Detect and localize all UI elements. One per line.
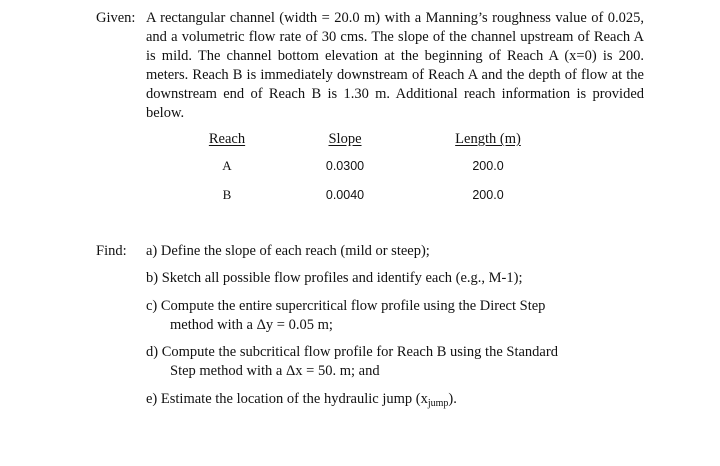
table-cell-reach: B: [222, 187, 232, 202]
given-paragraph: A rectangular channel (width = 20.0 m) with a Manning’s roughness value of 0.025, and a volumetric flow rate of 30 cms. The slope of the channel upstream of Reach A is mild. The channel bottom elevation at the beginning of Reach A (x=0) is 200. meters. Reach B is immediately downstream of Reach A and the depth of flow at the downstream end of Reach B is 1.30 m. Additional reach information is provided below.: [146, 10, 644, 121]
table-cell-length: 200.0: [472, 159, 504, 173]
table-cell-slope: 0.0300: [325, 159, 365, 173]
find-item-c-line1: c) Compute the entire supercritical flow profile using the Direct Step: [146, 298, 546, 314]
table-header-length: Length (m): [455, 131, 521, 147]
table-cell-length: 200.0: [472, 188, 504, 202]
find-item-e-text: e) Estimate the location of the hydraulic jump (x: [146, 391, 428, 407]
find-item-e: [146, 390, 666, 413]
find-item-d-line1: d) Compute the subcritical flow profile for Reach B using the Standard: [146, 344, 558, 360]
find-item-b: b) Sketch all possible flow profiles and identify each (e.g., M-1);: [146, 270, 523, 286]
find-item-d-line2: Step method with a Δx = 50. m; and: [170, 363, 380, 379]
table-cell-slope: 0.0040: [325, 188, 365, 202]
table-header-slope: Slope: [328, 131, 362, 147]
find-label: Find:: [96, 243, 127, 259]
find-item-e-subscript: jump: [427, 398, 449, 409]
find-item-d: [146, 343, 666, 381]
given-label: Given:: [96, 10, 136, 26]
find-item-a: a) Define the slope of each reach (mild or steep);: [146, 243, 430, 259]
find-item-e-end: ).: [448, 391, 457, 407]
table-header-reach: Reach: [208, 131, 246, 147]
find-item-c: [146, 297, 666, 335]
table-cell-reach: A: [222, 158, 232, 173]
find-item-c-line2: method with a Δy = 0.05 m;: [170, 317, 333, 333]
